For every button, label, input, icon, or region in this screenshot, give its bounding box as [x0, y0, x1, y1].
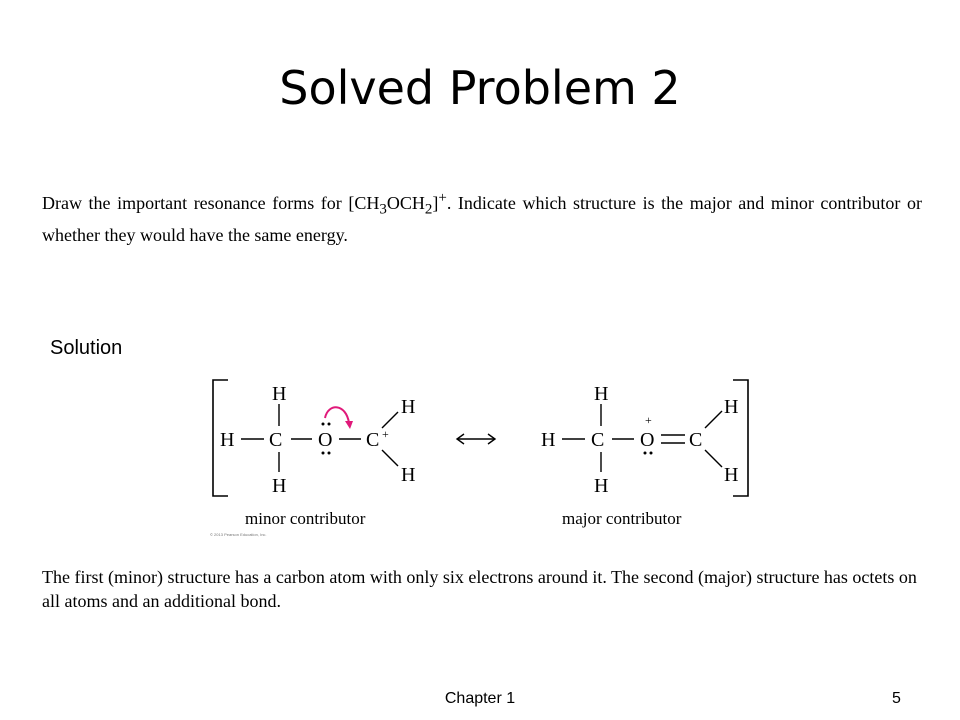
major-oxonium-charge: +	[645, 413, 652, 427]
minor-o: O	[318, 429, 333, 451]
problem-text-mid: OCH	[386, 193, 425, 213]
minor-o-lone-pair-top-2	[328, 423, 331, 426]
major-h-upper-right: H	[724, 396, 739, 418]
major-h-top: H	[594, 383, 609, 405]
major-structure	[541, 383, 738, 497]
minor-h-lower-right: H	[401, 464, 416, 486]
major-bond-c-h-upper	[705, 411, 722, 428]
minor-h-left: H	[220, 429, 235, 451]
electron-push-arrow	[325, 407, 349, 423]
copyright-notice: © 2013 Pearson Education, Inc.	[210, 532, 267, 537]
minor-carbocation-charge: +	[382, 427, 389, 441]
problem-text-before: Draw the important resonance forms for [CH	[42, 193, 380, 213]
minor-structure	[220, 383, 415, 497]
solution-label: Solution	[50, 337, 123, 359]
subscript-3: 3	[379, 201, 387, 218]
footer-chapter: Chapter 1	[444, 690, 516, 707]
solution-explanation: The first (minor) structure has a carbon atom with only six electrons around it. The second (major) structure has octets on all atoms and an additional bond.	[42, 567, 917, 611]
minor-c-left: C	[269, 429, 283, 451]
minor-h-bottom: H	[272, 475, 287, 497]
major-o-lone-pair-1	[644, 452, 647, 455]
minor-o-lone-pair-bottom-2	[328, 452, 331, 455]
major-h-left: H	[541, 429, 556, 451]
superscript-plus: +	[438, 190, 447, 206]
major-c-right: C	[689, 429, 703, 451]
minor-h-top: H	[272, 383, 287, 405]
major-c-left: C	[591, 429, 605, 451]
major-o: O	[640, 429, 655, 451]
major-bond-c-h-lower	[705, 450, 722, 467]
major-h-lower-right: H	[724, 464, 739, 486]
problem-text-after: . Indicate which structure is the major and minor contributor or whether they would have the same energy.	[42, 193, 922, 245]
minor-contributor-label: minor contributor	[245, 509, 366, 528]
minor-o-lone-pair-bottom-1	[322, 452, 325, 455]
minor-c-right: C	[366, 429, 380, 451]
resonance-arrow	[457, 434, 495, 444]
minor-h-upper-right: H	[401, 396, 416, 418]
subscript-2: 2	[424, 201, 433, 218]
minor-o-lone-pair-top-1	[322, 423, 325, 426]
problem-bracket: ]	[432, 193, 439, 213]
major-contributor-label: major contributor	[562, 509, 682, 528]
footer-page-number: 5	[892, 690, 901, 707]
major-o-lone-pair-2	[650, 452, 653, 455]
minor-bond-c-h-upper	[382, 412, 398, 428]
minor-bond-c-h-lower	[382, 450, 398, 466]
electron-push-arrowhead	[345, 421, 353, 429]
major-h-bottom: H	[594, 475, 609, 497]
slide-title: Solved Problem 2	[279, 61, 681, 115]
